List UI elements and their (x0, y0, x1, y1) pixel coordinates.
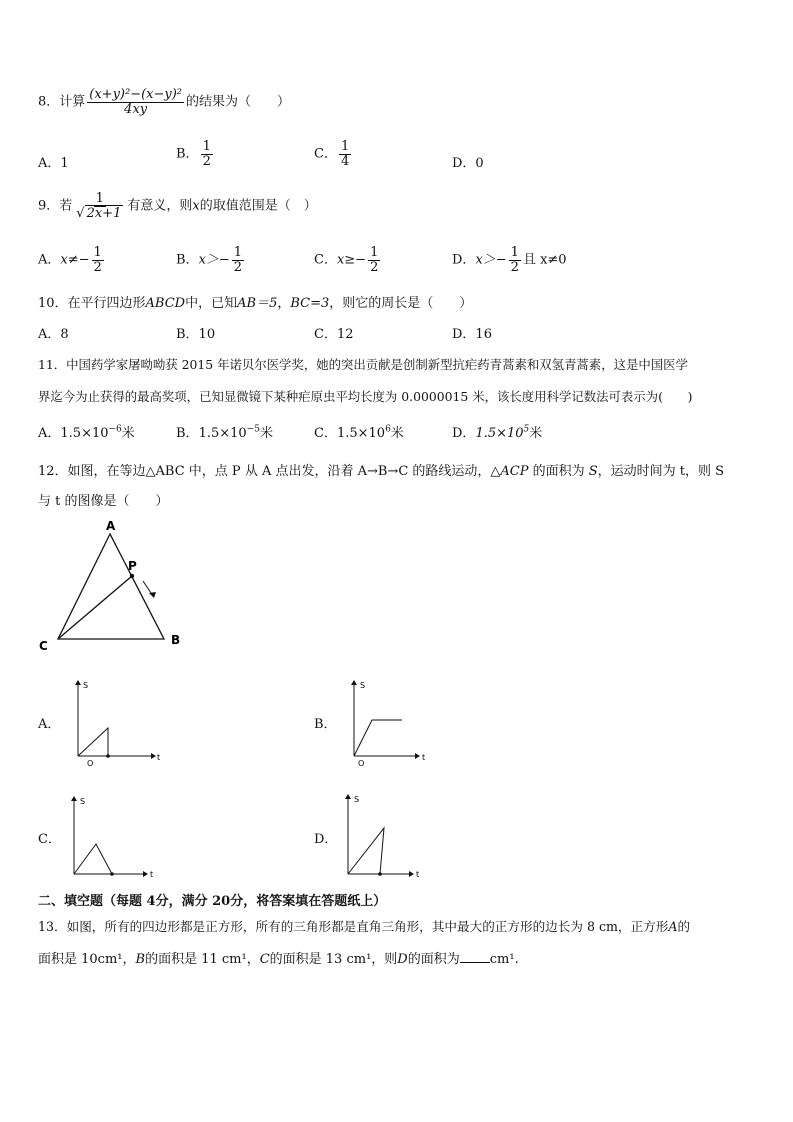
q11-option-c: C．$1.5\times 10^6$米 (314, 424, 404, 441)
label-c: C (39, 639, 48, 653)
svg-text:S: S (80, 797, 86, 806)
answer-blank[interactable] (460, 951, 490, 963)
q8-option-d: D．0 (452, 156, 484, 171)
svg-text:t: t (157, 753, 161, 762)
graph-a (64, 676, 164, 772)
q8-option-b: B． $\frac{1}{2}$ (176, 139, 211, 169)
q11-option-b: B．$1.5\times 10^{-5}$米 (176, 424, 273, 441)
question-11-line1: 11．中国药学家屠呦呦获 2015 年诺贝尔医学奖，她的突出贡献是创制新型抗疟药青蒿素和双氢青蒿素，这是中国医学 (38, 357, 688, 372)
question-11-line2: 界迄今为止获得的最高奖项，已知显微镜下某种疟原虫平均长度为 0.0000015 米，该长度用科学记数法可表示为( ) (38, 389, 693, 404)
svg-text:t: t (422, 753, 426, 762)
q9-option-b: B．x＞− $\frac{1}{2}$ (176, 245, 243, 275)
graph-b (340, 676, 440, 772)
question-13-line2: 面积是 10cm¹，B的面积是 11 cm¹，C的面积是 13 cm¹，则D的面积为 cm¹. (38, 952, 519, 967)
q8-fraction: $\frac{\text{(x+y)²−(x−y)²}}{4xy}$ (89, 87, 183, 117)
svg-text:S: S (354, 795, 360, 804)
q10-option-a: A．8 (38, 327, 69, 342)
q11-option-d: D．$1.5\times 10^5$米 (452, 424, 543, 441)
q12-option-b: B． (314, 717, 337, 732)
q12-option-c: C． (38, 832, 61, 847)
svg-text:S: S (360, 681, 366, 690)
q9-option-d: D．x＞− $\frac{1}{2}$ 且 x≠0 (452, 245, 567, 275)
q12-option-a: A． (38, 717, 61, 732)
question-8: 8．计算 $\frac{\text{(x+y)²−(x−y)²}}{4xy}$ 的结果为（ ） (38, 87, 291, 117)
svg-text:O: O (87, 759, 94, 768)
q11-option-a: A．$1.5\times 10^{-6}$米 (38, 424, 135, 441)
q10-option-d: D．16 (452, 327, 492, 342)
q9-option-a: A．x≠− $\frac{1}{2}$ (38, 245, 102, 275)
graph-c (64, 792, 164, 882)
question-10: 10．在平行四边形ABCD中，已知AB＝5，BC=3，则它的周长是（ ） (38, 296, 473, 311)
q8-option-c: C． $\frac{1}{4}$ (314, 139, 350, 169)
svg-text:O: O (358, 759, 365, 768)
triangle-figure (30, 512, 200, 662)
section-2-title: 二、填空题（每题 4分，满分 20分，将答案填在答题纸上） (38, 894, 387, 909)
q9-option-c: C．x≥− $\frac{1}{2}$ (314, 245, 379, 275)
svg-text:t: t (150, 870, 154, 879)
q12-option-d: D． (314, 832, 338, 847)
q8-option-a: A．1 (38, 156, 69, 171)
graph-d (336, 790, 436, 882)
label-a: A (106, 519, 116, 533)
label-b: B (171, 633, 181, 647)
svg-text:t: t (416, 870, 420, 879)
q10-option-b: B．10 (176, 327, 216, 342)
question-13-line1: 13．如图，所有的四边形都是正方形，所有的三角形都是直角三角形，其中最大的正方形的边长为 8 cm，正方形A的 (38, 919, 691, 934)
question-12-line1: 12．如图，在等边△ABC 中，点 P 从 A 点出发，沿着 A→B→C 的路线运动，△ACP 的面积为 S，运动时间为 t，则 S (38, 464, 725, 479)
q10-option-c: C．12 (314, 327, 354, 342)
svg-text:S: S (83, 681, 89, 690)
question-12-line2: 与 t 的图像是（ ） (38, 494, 169, 509)
question-9: 9．若 $\frac{1}{√ 2x+1}$ 有意义，则x的取值范围是（ ） (38, 191, 317, 221)
label-p: P (128, 559, 137, 573)
